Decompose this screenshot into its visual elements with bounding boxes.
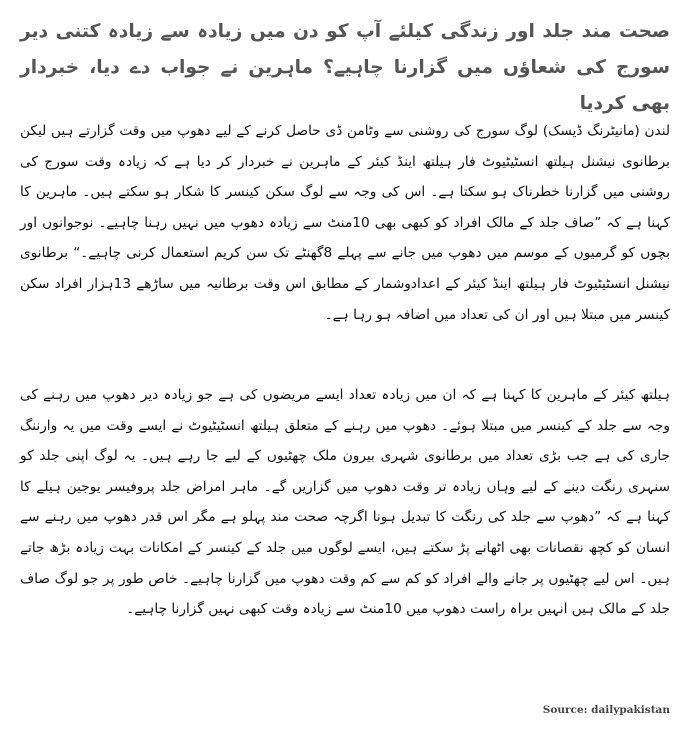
article-headline: صحت مند جلد اور زندگی کیلئے آپ کو دن میں زیادہ سے زیادہ کتنی دیر سورج کی شعاؤں میں گزارنا چاہیے؟ ماہرین نے جواب دے دیا، خبردار بھی کردیا bbox=[20, 21, 670, 114]
source-credit: Source: dailypakistan bbox=[542, 704, 670, 716]
article-paragraph-2: ہیلتھ کیئر کے ماہرین کا کہنا ہے کہ ان میں زیادہ تعداد ایسے مریضوں کی ہے جو زیادہ دیر دھوپ میں رہنے کی وجہ سے جلد کے کینسر میں مبتلا ہوئے۔ دھوپ میں رہنے کے متعلق ہیلتھ انسٹیٹیوٹ نے ایسے وقت میں یہ وارننگ جاری کی ہے جب بڑی تعداد میں برطانوی شہری بیرون ملک چھٹیوں کے لیے جا رہے ہیں۔ یہ لوگ اپنی جلد کو سنہری رنگت دینے کے لیے وہاں زیادہ تر وقت دھوپ میں گزاریں گے۔ ماہر امراض جلد پروفیسر یوجین ہیلے کا کہنا ہے کہ ”دھوپ سے جلد کی رنگت کا تبدیل ہونا اگرچہ صحت مند پہلو ہے مگر اس قدر دھوپ میں رہنے سے انسان کو کچھ نقصانات بھی اٹھانے پڑ سکتے ہیں، ایسے لوگوں میں جلد کے کینسر کے امکانات بہت زیادہ بڑھ جاتے ہیں۔ اس لیے چھٹیوں پر جانے والے افراد کو کم سے کم وقت دھوپ میں گزارنا چاہیے۔ خاص طور پر جو لوگ صاف جلد کے مالک ہیں انہیں براہ راست دھوپ میں 10منٹ سے زیادہ وقت کبھی نہیں گزارنا چاہیے۔ bbox=[20, 387, 670, 618]
article-paragraph-1: لندن (مانیٹرنگ ڈیسک) لوگ سورج کی روشنی سے وٹامن ڈی حاصل کرنے کے لیے دھوپ میں وقت گزارتے ہیں لیکن برطانوی نیشنل ہیلتھ انسٹیٹیوٹ فار ہیلتھ اینڈ کیئر کے ماہرین نے خبردار کر دیا ہے کہ زیادہ وقت سورج کی روشنی میں گزارنا خطرناک ہو سکتا ہے۔ اس کی وجہ سے لوگ سکن کینسر کا شکار ہو سکتے ہیں۔ ماہرین کا کہنا ہے کہ ”صاف جلد کے مالک افراد کو کبھی بھی 10منٹ سے زیادہ دھوپ میں نہیں رہنا چاہیے۔ نوجوانوں اور بچوں کو گرمیوں کے موسم میں دھوپ میں جانے سے پہلے 8گھنٹے تک سن کریم استعمال کرنی چاہیے۔“ برطانوی نیشنل انسٹیٹیوٹ فار ہیلتھ اینڈ کیئر کے اعدادوشمار کے مطابق اس وقت برطانیہ میں ساڑھے 13ہزار افراد سکن کینسر میں مبتلا ہیں اور ان کی تعداد میں اضافہ ہو رہا ہے۔ bbox=[20, 123, 670, 323]
